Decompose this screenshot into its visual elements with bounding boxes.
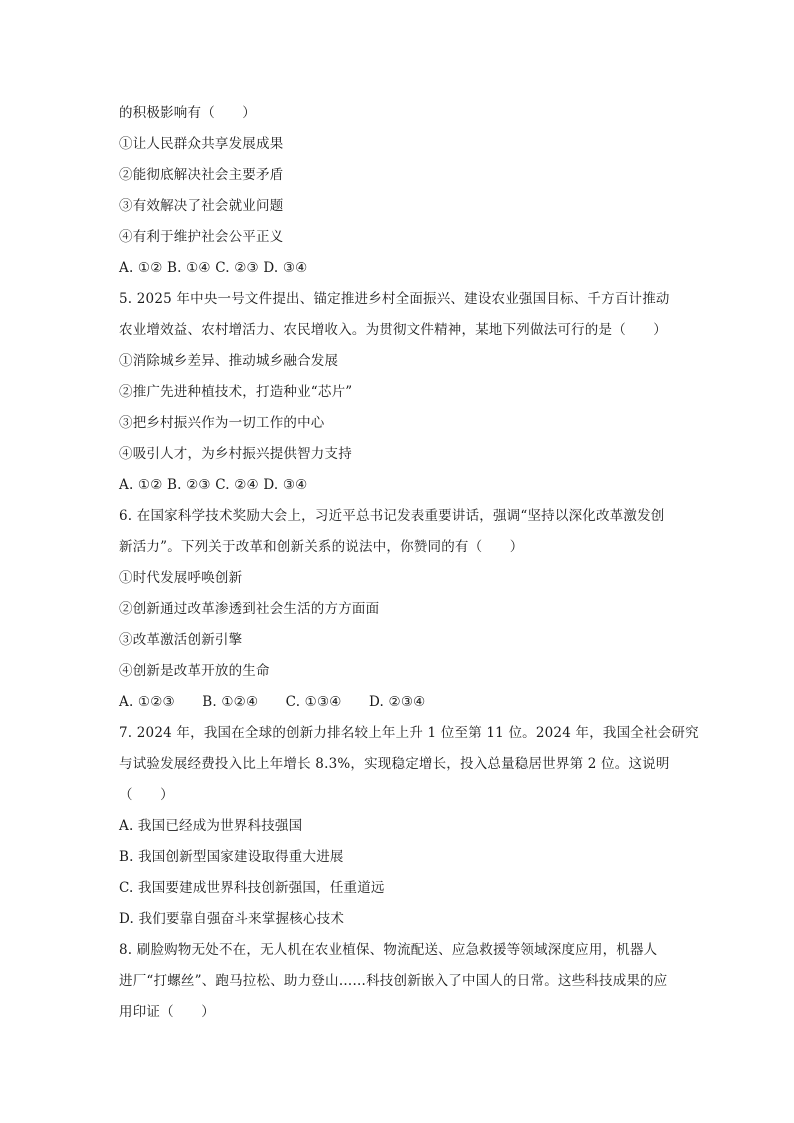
question-7-stem: 7. 2024 年，我国在全球的创新力排名较上年上升 1 位至第 11 位。2024 年，我国全社会研究 [119, 725, 699, 741]
choice-statement: ①让人民群众共享发展成果 [119, 136, 284, 152]
choice-statement: ④吸引人才，为乡村振兴提供智力支持 [119, 446, 352, 462]
choice-statement: ①消除城乡差异、推动城乡融合发展 [119, 353, 339, 369]
question-7-stem: 与试验发展经费投入比上年增长 8.3%，实现稳定增长，投入总量稳居世界第 2 位。这说明 [119, 756, 670, 772]
choice-statement: ②推广先进种植技术，打造种业“芯片” [119, 384, 353, 400]
choice-statement: ③改革激活创新引擎 [119, 632, 243, 648]
question-7-stem: （ ） [119, 787, 174, 803]
answer-option: D. 我们要靠自强奋斗来掌握核心技术 [119, 911, 345, 927]
question-6-stem: 新活力”。下列关于改革和创新关系的说法中，你赞同的有（ ） [119, 539, 524, 555]
answer-options: A. ①② B. ②③ C. ②④ D. ③④ [119, 477, 308, 493]
question-text [119, 102, 699, 1032]
question-8-stem: 进厂“打螺丝”、跑马拉松、助力登山……科技创新嵌入了中国人的日常。这些科技成果的应 [119, 973, 668, 989]
choice-statement: ②能彻底解决社会主要矛盾 [119, 167, 284, 183]
question-5-stem: 农业增效益、农村增活力、农民增收入。为贯彻文件精神，某地下列做法可行的是（ ） [119, 322, 667, 338]
choice-statement: ④有利于维护社会公平正义 [119, 229, 284, 245]
answer-option: C. 我国要建成世界科技创新强国，任重道远 [119, 880, 385, 896]
answer-options: A. ①② B. ①④ C. ②③ D. ③④ [119, 260, 308, 276]
choice-statement: ④创新是改革开放的生命 [119, 663, 270, 679]
choice-statement: ③有效解决了社会就业问题 [119, 198, 284, 214]
answer-option: A. 我国已经成为世界科技强国 [119, 818, 303, 834]
question-8-stem: 用印证（ ） [119, 1004, 215, 1020]
choice-statement: ③把乡村振兴作为一切工作的中心 [119, 415, 325, 431]
choice-statement: ②创新通过改革渗透到社会生活的方方面面 [119, 601, 380, 617]
question-6-stem: 6. 在国家科学技术奖励大会上，习近平总书记发表重要讲话，强调“坚持以深化改革激发创 [119, 508, 665, 524]
question-8-stem: 8. 刷脸购物无处不在，无人机在农业植保、物流配送、应急救援等领域深度应用，机器人 [119, 942, 658, 958]
answer-options: A. ①②③ B. ①②④ C. ①③④ D. ②③④ [119, 694, 426, 710]
question-5-stem: 5. 2025 年中央一号文件提出、锚定推进乡村全面振兴、建设农业强国目标、千方百计推动 [119, 291, 670, 307]
text-line: 的积极影响有（ ） [119, 105, 256, 121]
answer-option: B. 我国创新型国家建设取得重大进展 [119, 849, 344, 865]
choice-statement: ①时代发展呼唤创新 [119, 570, 243, 586]
